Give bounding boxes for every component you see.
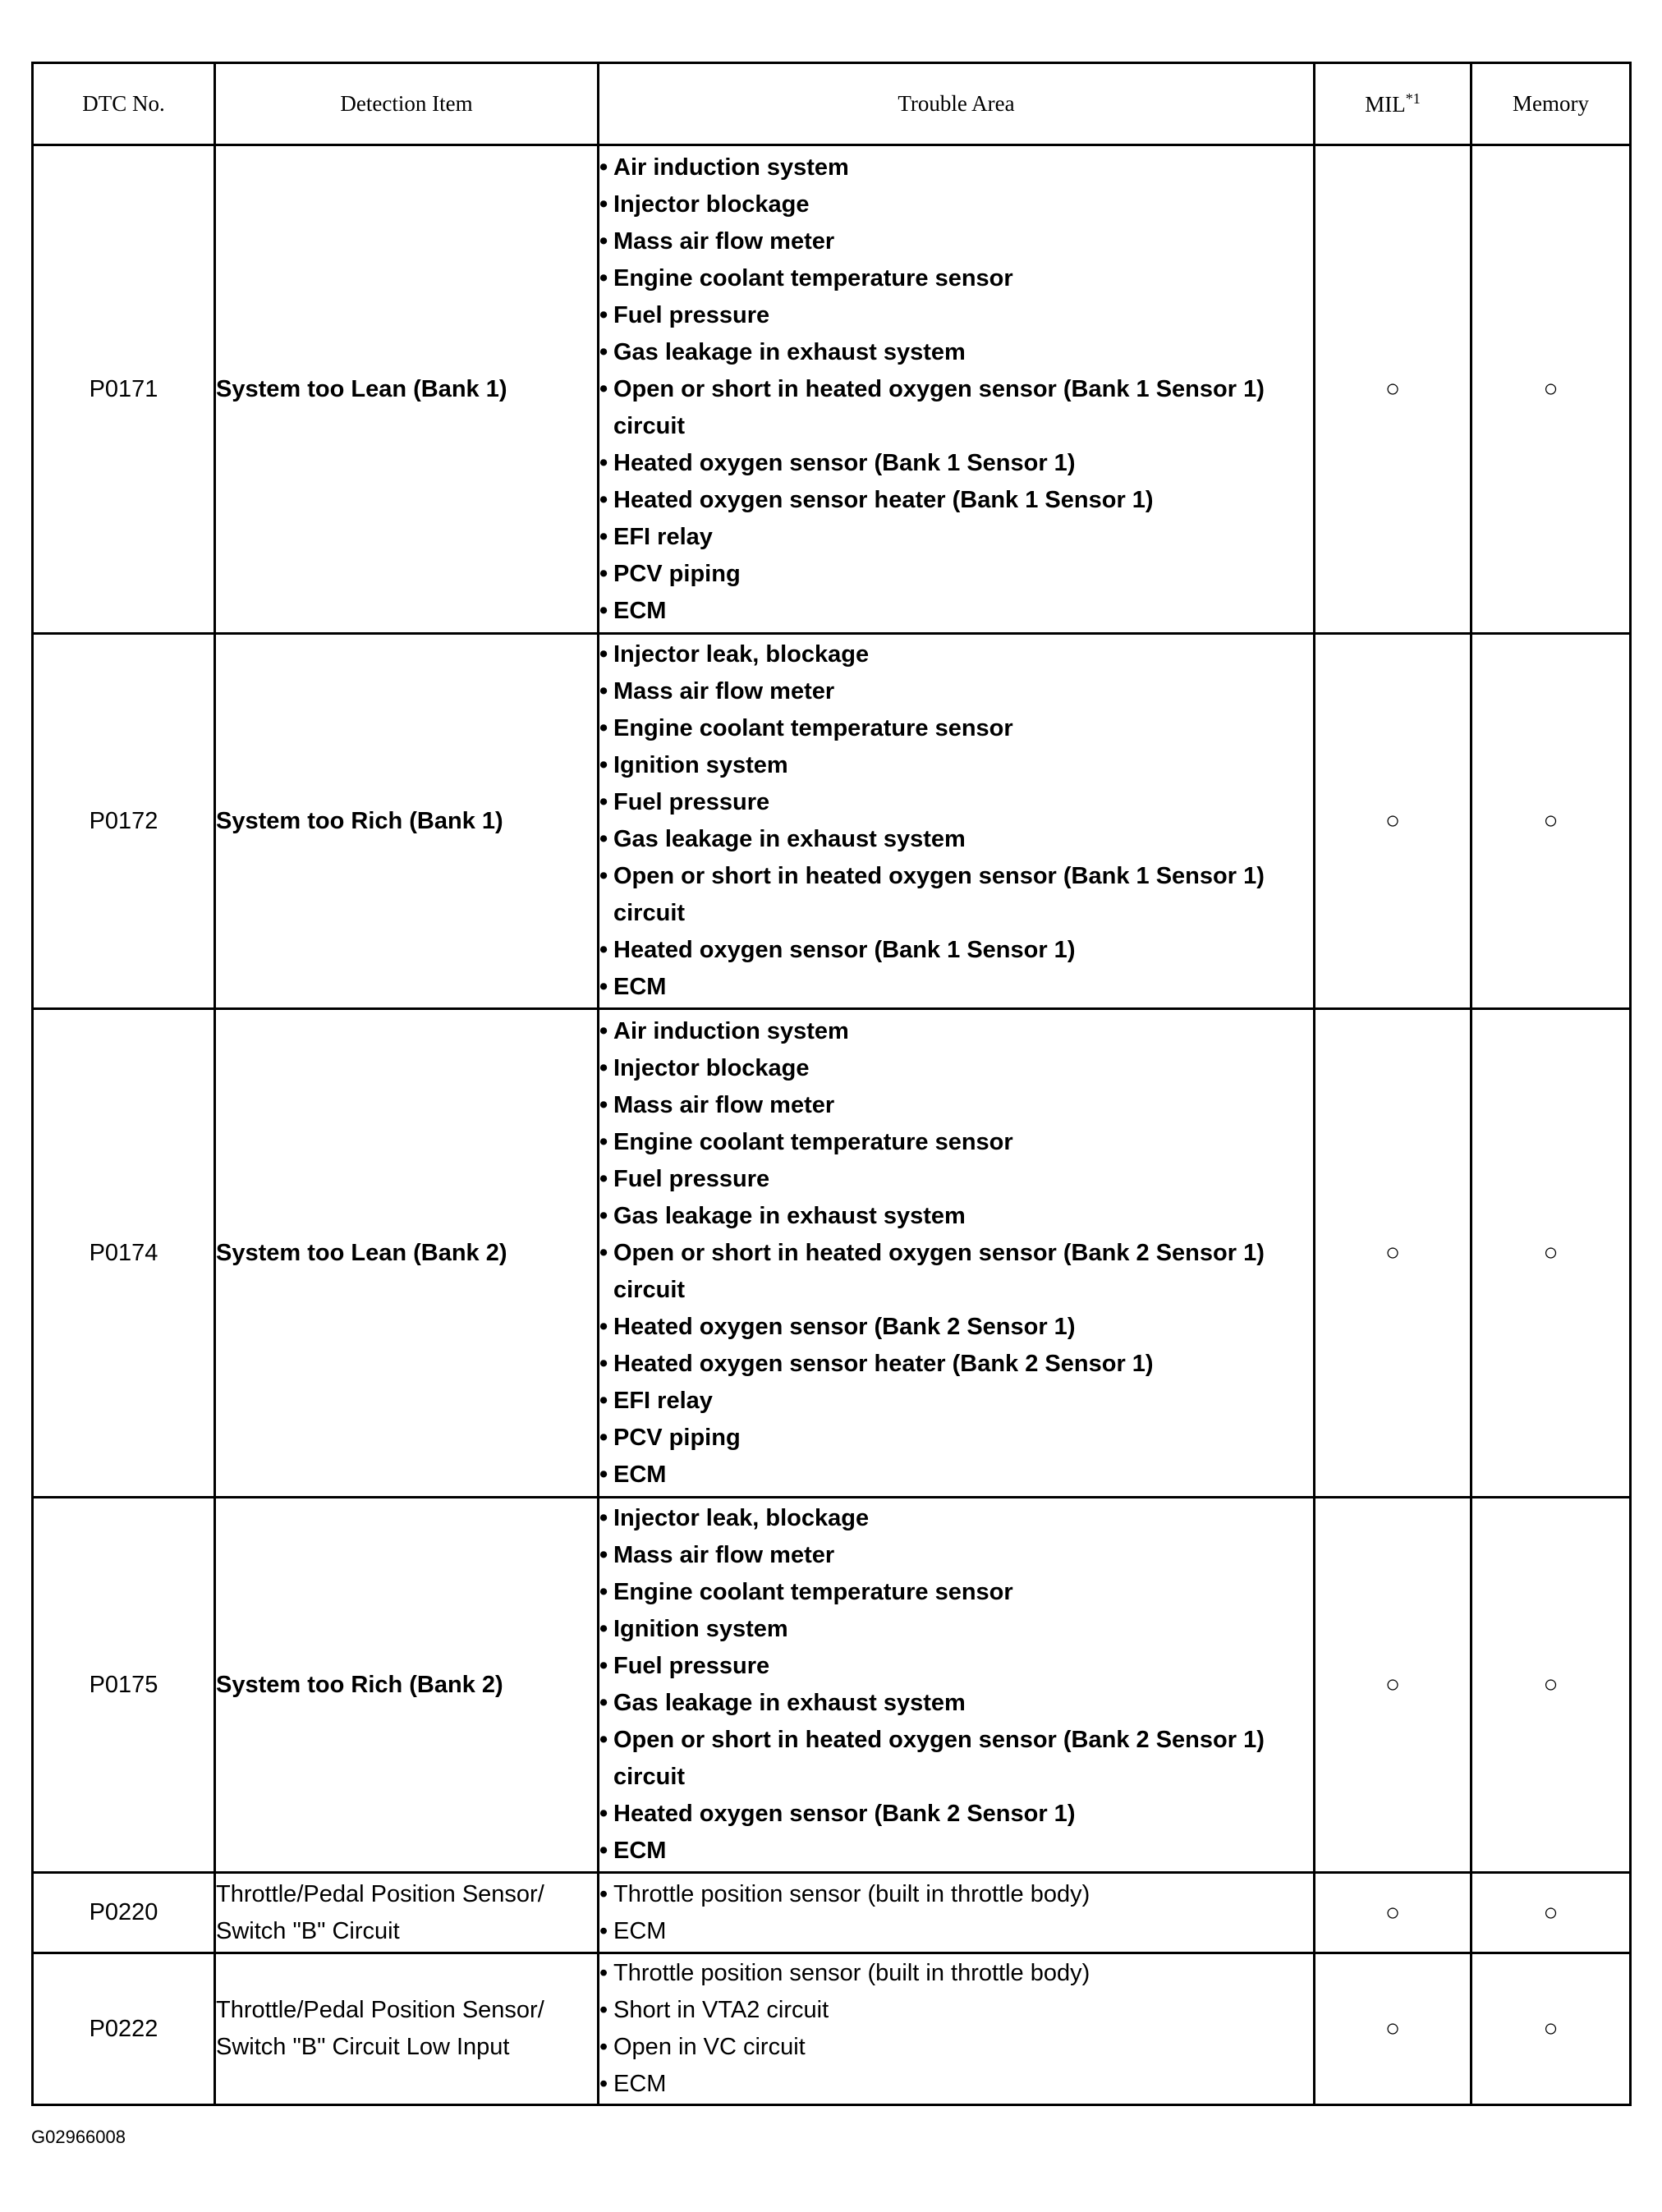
mil-cell (1315, 1953, 1471, 2105)
mil-indicator: ○ (1384, 1671, 1401, 1698)
header-row (33, 63, 1631, 145)
mil-cell (1315, 1498, 1471, 1873)
trouble-area-item: • Engine coolant temperature sensor (599, 260, 1313, 297)
trouble-area-list (599, 636, 1313, 1006)
trouble-area-list (599, 1955, 1313, 2103)
detection-item: Throttle/Pedal Position Sensor/ Switch "B" Circuit Low Input (215, 1953, 599, 2105)
trouble-area-item: • Open or short in heated oxygen sensor (Bank 1 Sensor 1) circuit (599, 858, 1313, 932)
trouble-area-item: • EFI relay (599, 519, 1313, 556)
dtc-code: P0172 (33, 634, 215, 1009)
mil-cell (1315, 634, 1471, 1009)
trouble-area-cell (599, 1009, 1315, 1498)
mil-cell (1315, 145, 1471, 634)
trouble-area-item: • Mass air flow meter (599, 1087, 1313, 1124)
trouble-area-item: • Fuel pressure (599, 1648, 1313, 1685)
mil-cell (1315, 1009, 1471, 1498)
memory-indicator: ○ (1543, 1671, 1559, 1698)
trouble-area-item: • Gas leakage in exhaust system (599, 1198, 1313, 1235)
trouble-area-item: • Fuel pressure (599, 1161, 1313, 1198)
trouble-area-item: • Open in VC circuit (599, 2029, 1313, 2066)
trouble-area-item: • Short in VTA2 circuit (599, 1992, 1313, 2029)
mil-indicator: ○ (1384, 375, 1401, 402)
trouble-area-cell (599, 1498, 1315, 1873)
trouble-area-cell (599, 1953, 1315, 2105)
trouble-area-item: • Air induction system (599, 149, 1313, 186)
trouble-area-item: • Heated oxygen sensor (Bank 2 Sensor 1) (599, 1796, 1313, 1833)
memory-cell (1471, 1953, 1631, 2105)
mil-indicator: ○ (1384, 1898, 1401, 1926)
trouble-area-item: • Heated oxygen sensor (Bank 2 Sensor 1) (599, 1309, 1313, 1346)
trouble-area-item: • Engine coolant temperature sensor (599, 1574, 1313, 1611)
trouble-area-item: • Gas leakage in exhaust system (599, 1685, 1313, 1722)
detection-item: System too Rich (Bank 2) (215, 1498, 599, 1873)
table-row (33, 1498, 1631, 1873)
trouble-area-item: • Mass air flow meter (599, 673, 1313, 710)
trouble-area-item: • ECM (599, 969, 1313, 1006)
table-row (33, 1873, 1631, 1953)
dtc-table (31, 62, 1632, 2106)
trouble-area-item: • Open or short in heated oxygen sensor (Bank 2 Sensor 1) circuit (599, 1235, 1313, 1309)
trouble-area-item: • ECM (599, 1913, 1313, 1950)
memory-indicator: ○ (1543, 1239, 1559, 1266)
trouble-area-list (599, 149, 1313, 630)
trouble-area-item: • Injector blockage (599, 186, 1313, 223)
dtc-code: P0222 (33, 1953, 215, 2105)
header-dtc-no: DTC No. (33, 63, 215, 145)
header-trouble-area: Trouble Area (599, 63, 1315, 145)
trouble-area-item: • Heated oxygen sensor (Bank 1 Sensor 1) (599, 932, 1313, 969)
trouble-area-item: • Mass air flow meter (599, 1537, 1313, 1574)
mil-indicator: ○ (1384, 807, 1401, 834)
trouble-area-item: • Engine coolant temperature sensor (599, 1124, 1313, 1161)
header-mil-note: *1 (1405, 90, 1421, 107)
trouble-area-cell (599, 1873, 1315, 1953)
figure-id: G02966008 (31, 2127, 126, 2147)
dtc-code: P0220 (33, 1873, 215, 1953)
memory-indicator: ○ (1543, 375, 1559, 402)
header-memory: Memory (1471, 63, 1631, 145)
dtc-code: P0171 (33, 145, 215, 634)
mil-indicator: ○ (1384, 2015, 1401, 2042)
memory-indicator: ○ (1543, 2015, 1559, 2042)
trouble-area-item: • Injector leak, blockage (599, 636, 1313, 673)
table-body (33, 145, 1631, 2105)
trouble-area-list (599, 1876, 1313, 1950)
table-row (33, 1009, 1631, 1498)
trouble-area-item: • ECM (599, 2066, 1313, 2103)
memory-cell (1471, 1498, 1631, 1873)
trouble-area-item: • Fuel pressure (599, 784, 1313, 821)
trouble-area-cell (599, 145, 1315, 634)
trouble-area-item: • Heated oxygen sensor heater (Bank 1 Sensor 1) (599, 482, 1313, 519)
trouble-area-item: • Ignition system (599, 1611, 1313, 1648)
memory-indicator: ○ (1543, 807, 1559, 834)
memory-indicator: ○ (1543, 1898, 1559, 1926)
trouble-area-cell (599, 634, 1315, 1009)
mil-cell (1315, 1873, 1471, 1953)
detection-item: System too Rich (Bank 1) (215, 634, 599, 1009)
trouble-area-item: • ECM (599, 1457, 1313, 1494)
trouble-area-item: • Injector leak, blockage (599, 1500, 1313, 1537)
memory-cell (1471, 145, 1631, 634)
trouble-area-item: • Open or short in heated oxygen sensor (Bank 1 Sensor 1) circuit (599, 371, 1313, 445)
table-row (33, 145, 1631, 634)
memory-cell (1471, 1009, 1631, 1498)
dtc-code: P0174 (33, 1009, 215, 1498)
trouble-area-list (599, 1013, 1313, 1494)
trouble-area-item: • Throttle position sensor (built in throttle body) (599, 1955, 1313, 1992)
table-row (33, 634, 1631, 1009)
trouble-area-item: • Injector blockage (599, 1050, 1313, 1087)
trouble-area-item: • Throttle position sensor (built in throttle body) (599, 1876, 1313, 1913)
trouble-area-item: • PCV piping (599, 1420, 1313, 1457)
trouble-area-item: • Open or short in heated oxygen sensor (Bank 2 Sensor 1) circuit (599, 1722, 1313, 1796)
detection-item: System too Lean (Bank 2) (215, 1009, 599, 1498)
trouble-area-item: • ECM (599, 593, 1313, 630)
trouble-area-item: • EFI relay (599, 1383, 1313, 1420)
trouble-area-item: • Mass air flow meter (599, 223, 1313, 260)
mil-indicator: ○ (1384, 1239, 1401, 1266)
trouble-area-item: • PCV piping (599, 556, 1313, 593)
trouble-area-item: • Heated oxygen sensor heater (Bank 2 Sensor 1) (599, 1346, 1313, 1383)
dtc-code: P0175 (33, 1498, 215, 1873)
header-mil-label: MIL (1365, 92, 1406, 117)
table-row (33, 1953, 1631, 2105)
trouble-area-item: • Fuel pressure (599, 297, 1313, 334)
detection-item: System too Lean (Bank 1) (215, 145, 599, 634)
trouble-area-item: • Gas leakage in exhaust system (599, 821, 1313, 858)
header-mil (1315, 63, 1471, 145)
trouble-area-list (599, 1500, 1313, 1870)
header-detection-item: Detection Item (215, 63, 599, 145)
trouble-area-item: • ECM (599, 1833, 1313, 1870)
trouble-area-item: • Heated oxygen sensor (Bank 1 Sensor 1) (599, 445, 1313, 482)
trouble-area-item: • Gas leakage in exhaust system (599, 334, 1313, 371)
memory-cell (1471, 1873, 1631, 1953)
memory-cell (1471, 634, 1631, 1009)
trouble-area-item: • Engine coolant temperature sensor (599, 710, 1313, 747)
detection-item: Throttle/Pedal Position Sensor/ Switch "B" Circuit (215, 1873, 599, 1953)
trouble-area-item: • Air induction system (599, 1013, 1313, 1050)
trouble-area-item: • Ignition system (599, 747, 1313, 784)
